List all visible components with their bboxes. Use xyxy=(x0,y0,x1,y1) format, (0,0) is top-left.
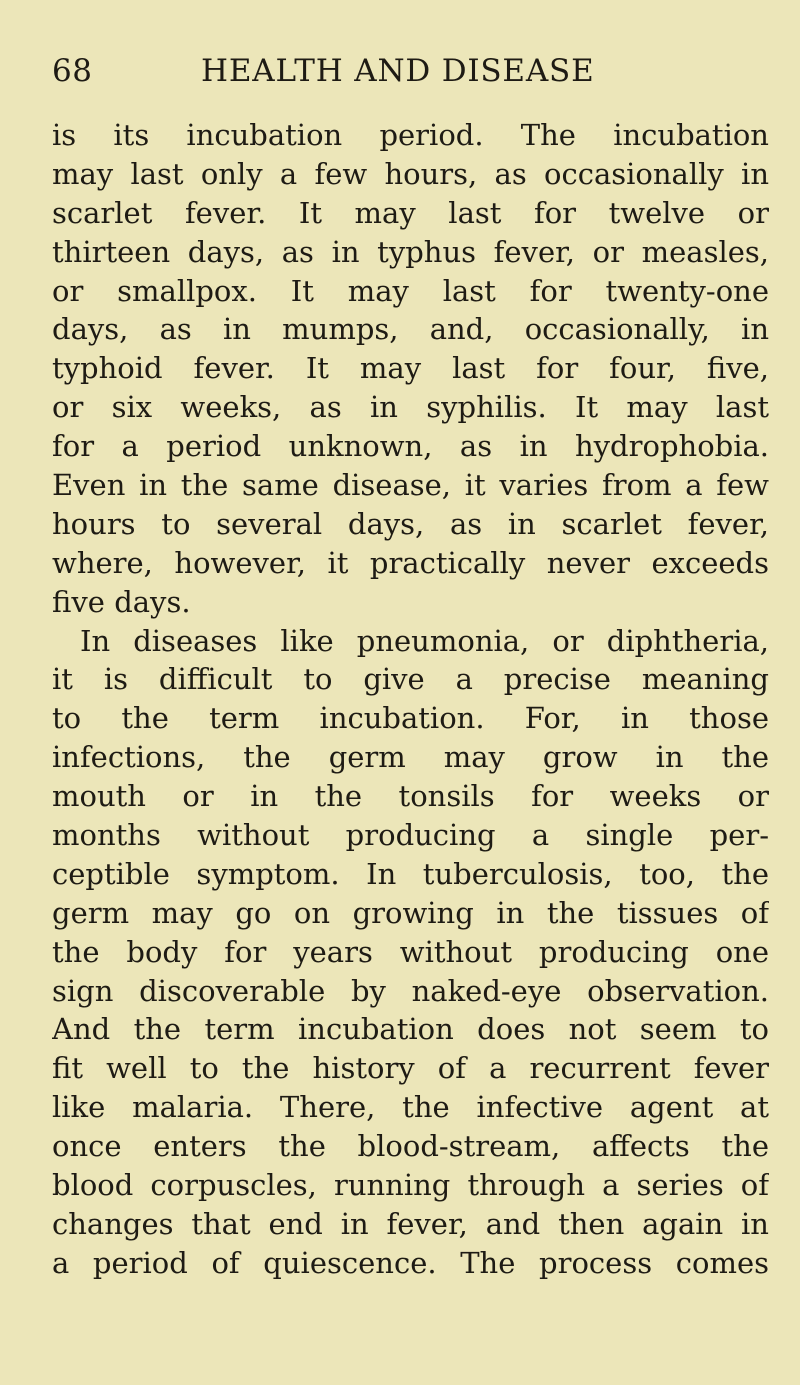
paragraph-start-line: In diseases like pneumonia, or diphtheria, xyxy=(80,623,769,658)
text-line: to the term incubation. For, in those xyxy=(52,701,769,736)
text-line: fit well to the history of a recurrent fever xyxy=(52,1051,769,1086)
text-line: mouth or in the tonsils for weeks or xyxy=(52,779,769,814)
running-title: HEALTH AND DISEASE xyxy=(201,53,595,89)
text-line: a period of quiescence. The process comes xyxy=(52,1245,769,1280)
text-line: for a period unknown, as in hydrophobia. xyxy=(52,429,769,464)
page-number: 68 xyxy=(52,53,93,89)
text-line: months without producing a single per- xyxy=(52,818,769,853)
text-line: blood corpuscles, running through a series of xyxy=(52,1168,769,1203)
text-line: once enters the blood-stream, affects the xyxy=(52,1129,769,1164)
text-line: typhoid fever. It may last for four, five, xyxy=(52,351,769,386)
text-line: like malaria. There, the infective agent at xyxy=(52,1090,769,1125)
text-line: sign discoverable by naked-eye observation. xyxy=(52,973,769,1008)
text-line: infections, the germ may grow in the xyxy=(52,740,769,775)
text-line: or six weeks, as in syphilis. It may last xyxy=(52,390,769,425)
text-line: changes that end in fever, and then again in xyxy=(52,1206,769,1241)
text-line: may last only a few hours, as occasionally in xyxy=(52,156,769,191)
text-line: days, as in mumps, and, occasionally, in xyxy=(52,312,769,347)
body-text xyxy=(52,116,769,1283)
text-line: the body for years without producing one xyxy=(52,934,769,969)
text-line: ceptible symptom. In tuberculosis, too, the xyxy=(52,856,769,891)
text-line: is its incubation period. The incubation xyxy=(52,118,769,152)
text-line: thirteen days, as in typhus fever, or measles, xyxy=(52,234,769,269)
paragraph-end-line: five days. xyxy=(52,584,191,619)
text-line: scarlet fever. It may last for twelve or xyxy=(52,195,769,230)
running-header xyxy=(52,51,772,91)
text-line: it is difficult to give a precise meaning xyxy=(52,662,769,697)
text-line: where, however, it practically never exceeds xyxy=(52,545,769,580)
text-line: hours to several days, as in scarlet fever, xyxy=(52,506,769,541)
text-line: germ may go on growing in the tissues of xyxy=(52,895,769,930)
text-line: Even in the same disease, it varies from a few xyxy=(52,468,769,503)
text-line: And the term incubation does not seem to xyxy=(52,1012,769,1047)
text-line: or smallpox. It may last for twenty-one xyxy=(52,273,769,308)
